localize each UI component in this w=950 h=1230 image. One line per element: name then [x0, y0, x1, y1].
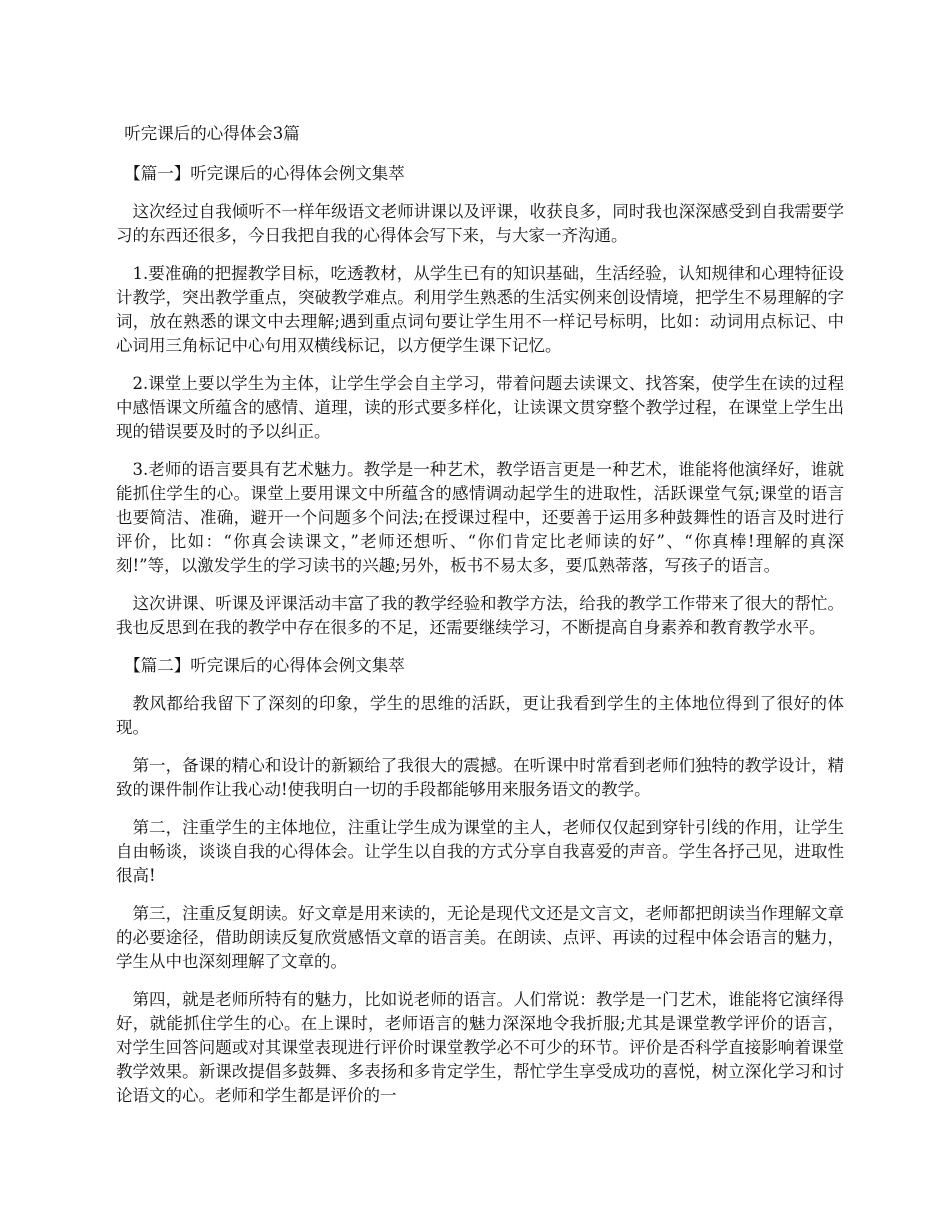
document-page — [116, 122, 844, 1108]
paragraph: 这次经过自我倾听不一样年级语文老师讲课以及评课，收获良多，同时我也深深感受到自我需要学习的东西还很多，今日我把自我的心得体会写下来，与大家一齐沟通。 — [116, 202, 844, 245]
paragraph: 这次讲课、听课及评课活动丰富了我的教学经验和教学方法，给我的教学工作带来了很大的帮忙。我也反思到在我的教学中存在很多的不足，还需要继续学习，不断提高自身素养和教育教学水平。 — [116, 594, 844, 637]
section-heading-1: 【篇一】听完课后的心得体会例文集萃 — [124, 164, 405, 183]
paragraph: 第三，注重反复朗读。好文章是用来读的，无论是现代文还是文言文，老师都把朗读当作理解文章的必要途径，借助朗读反复欣赏感悟文章的语言美。在朗读、点评、再读的过程中体会语言的魅力，学生从中也深刻理解了文章的。 — [116, 904, 844, 971]
paragraph: 3.老师的语言要具有艺术魅力。教学是一种艺术，教学语言更是一种艺术，谁能将他演绎好，谁就能抓住学生的心。课堂上要用课文中所蕴含的感情调动起学生的进取性，活跃课堂气氛;课堂的语言也要简洁、准确，避开一个问题多个问法;在授课过程中，还要善于运用多种鼓舞性的语言及时进行评价，比如：“你真会读课文，”老师还想听、“你们肯定比老师读的好”、“你真棒!理解的真深刻!”等，以激发学生的学习读书的兴趣;另外，板书不易太多，要瓜熟蒂落，写孩子的语言。 — [116, 460, 844, 575]
document-title: 听完课后的心得体会3篇 — [124, 124, 300, 143]
paragraph: 2.课堂上要以学生为主体，让学生学会自主学习，带着问题去读课文、找答案，使学生在读的过程中感悟课文所蕴含的感情、道理，读的形式要多样化，让读课文贯穿整个教学过程，在课堂上学生出现的错误要及时的予以纠正。 — [116, 374, 844, 441]
paragraph: 教风都给我留下了深刻的印象，学生的思维的活跃，更让我看到学生的主体地位得到了很好的体现。 — [116, 694, 844, 737]
paragraph: 第四，就是老师所特有的魅力，比如说老师的语言。人们常说：教学是一门艺术，谁能将它演绎得好，就能抓住学生的心。在上课时，老师语言的魅力深深地令我折服;尤其是课堂教学评价的语言，对学生回答问题或对其课堂表现进行评价时课堂教学必不可少的环节。评价是否科学直接影响着课堂教学效果。新课改提倡多鼓舞、多表扬和多肯定学生，帮忙学生享受成功的喜悦，树立深化学习和讨论语文的心。老师和学生都是评价的一 — [116, 990, 844, 1105]
paragraph: 1.要准确的把握教学目标，吃透教材，从学生已有的知识基础，生活经验，认知规律和心理特征设计教学，突出教学重点，突破教学难点。利用学生熟悉的生活实例来创设情境，把学生不易理解的字词，放在熟悉的课文中去理解;遇到重点词句要让学生用不一样记号标明，比如：动词用点标记、中心词用三角标记中心句用双横线标记，以方便学生课下记忆。 — [116, 264, 844, 355]
section-heading-2: 【篇二】听完课后的心得体会例文集萃 — [124, 656, 405, 675]
paragraph: 第二，注重学生的主体地位，注重让学生成为课堂的主人，老师仅仅起到穿针引线的作用，让学生自由畅谈，谈谈自我的心得体会。让学生以自我的方式分享自我喜爱的声音。学生各抒己见，进取性很高! — [116, 818, 844, 885]
paragraph: 第一，备课的精心和设计的新颖给了我很大的震撼。在听课中时常看到老师们独特的教学设计，精致的课件制作让我心动!使我明白一切的手段都能够用来服务语文的教学。 — [116, 756, 844, 799]
